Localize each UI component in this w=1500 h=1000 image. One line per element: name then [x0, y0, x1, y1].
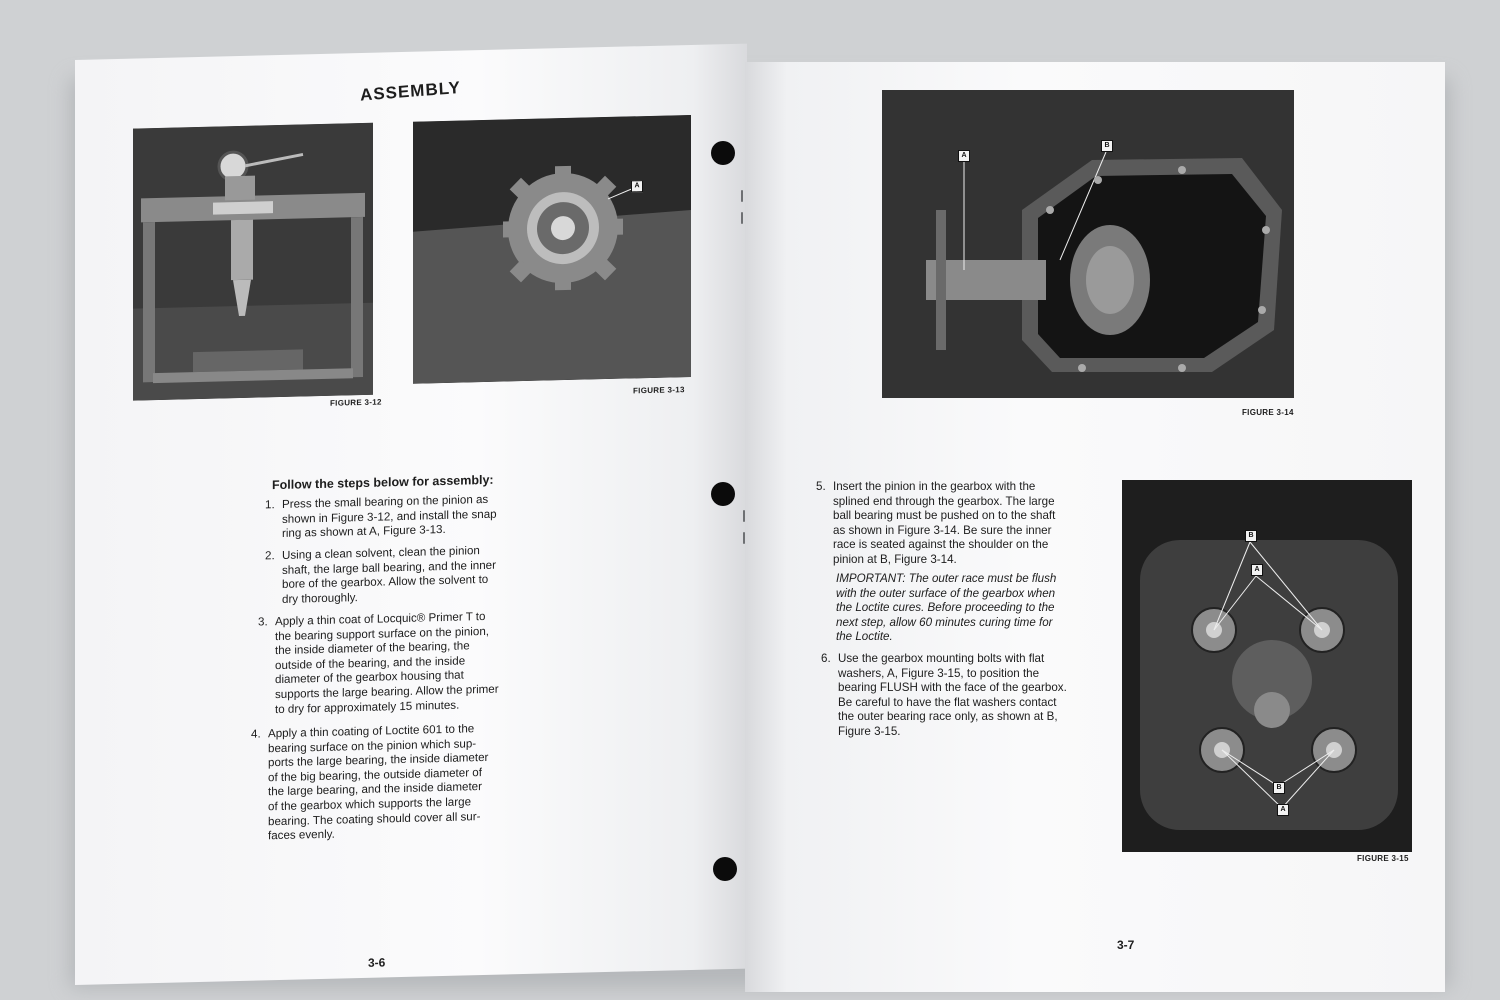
step-line: Press the small bearing on the pinion as: [282, 492, 489, 511]
right-page: [745, 62, 1445, 992]
steps-heading: Follow the steps below for assembly:: [272, 472, 494, 493]
page-number: 3-6: [368, 955, 386, 970]
step-line: bore of the gearbox. Allow the solvent to: [282, 573, 489, 592]
note-line: the Loctite cures. Before proceeding to the: [836, 601, 1055, 615]
step-line: Be careful to have the flat washers contact: [838, 695, 1057, 709]
figure-3-15-callout-a-top: A: [1251, 564, 1263, 576]
step-line: shown in Figure 3-12, and install the snap: [282, 507, 497, 526]
step-line: washers, A, Figure 3-15, to position the: [838, 666, 1040, 680]
step-line: of the gearbox which supports the large: [268, 795, 472, 814]
step-number: 2.: [265, 549, 275, 563]
step-number: 4.: [251, 727, 261, 741]
step-line: bearing FLUSH with the face of the gearbox.: [838, 681, 1067, 695]
figure-3-14-callout-a: A: [958, 150, 970, 162]
binding-hole: [711, 482, 735, 506]
step-line: pinion at B, Figure 3-14.: [833, 552, 957, 566]
important-note: [836, 572, 1056, 645]
step-2: [265, 544, 496, 608]
step-line: diameter of the gearbox housing that: [275, 668, 464, 687]
step-line: Using a clean solvent, clean the pinion: [282, 544, 480, 562]
figure-3-14-callout-b: B: [1101, 140, 1113, 152]
figure-3-15-caption: FIGURE 3-15: [1357, 854, 1409, 863]
figure-3-14-photo: [882, 90, 1294, 398]
step-3: [258, 609, 499, 718]
step-line: faces evenly.: [268, 827, 335, 843]
step-line: Insert the pinion in the gearbox with the: [833, 480, 1036, 493]
step-line: splined end through the gearbox. The large: [833, 494, 1055, 508]
step-number: 5.: [816, 480, 826, 493]
note-line: IMPORTANT: The outer race must be flush: [836, 572, 1057, 585]
step-line: ports the large bearing, the inside diameter: [268, 751, 489, 770]
step-line: supports the large bearing. Allow the primer: [275, 682, 499, 702]
binding-stitch: [741, 212, 743, 224]
gear-image: [413, 115, 691, 384]
step-5: [816, 480, 1056, 568]
page-number: 3-7: [1117, 938, 1135, 952]
figure-3-12-caption: FIGURE 3-12: [330, 397, 382, 408]
figure-3-13-caption: FIGURE 3-13: [633, 385, 685, 396]
figure-3-13-photo: [413, 115, 691, 384]
figure-3-15-callout-b-bottom: B: [1273, 782, 1285, 794]
binding-hole: [711, 141, 735, 165]
gearbox-image: [882, 90, 1294, 398]
figure-3-13-callout-a: A: [631, 180, 643, 192]
step-number: 3.: [258, 615, 268, 629]
figure-3-14-caption: FIGURE 3-14: [1242, 408, 1294, 417]
step-line: outside of the bearing, and the inside: [275, 654, 466, 672]
step-line: ring as shown at A, Figure 3-13.: [282, 523, 446, 541]
step-line: to dry for approximately 15 minutes.: [275, 698, 460, 716]
gearbox-face-image: [1122, 480, 1412, 852]
figure-3-12-photo: [133, 123, 373, 401]
step-line: shaft, the large ball bearing, and the inner: [282, 558, 496, 577]
step-line: Figure 3-15.: [838, 724, 901, 738]
left-page: [75, 44, 747, 985]
step-line: Apply a thin coating of Loctite 601 to the: [268, 722, 475, 741]
figure-3-15-callout-a-bottom: A: [1277, 804, 1289, 816]
press-image: [133, 123, 373, 401]
step-line: Apply a thin coat of Locquic® Primer T to: [275, 609, 486, 629]
note-line: next step, allow 60 minutes curing time for: [836, 615, 1053, 629]
binding-hole: [713, 857, 737, 881]
step-line: the bearing support surface on the pinion,: [275, 624, 489, 643]
step-6: [821, 652, 1067, 740]
page-title: ASSEMBLY: [359, 77, 462, 105]
step-number: 1.: [265, 498, 275, 512]
step-1: [265, 492, 497, 542]
step-4: [251, 722, 489, 844]
step-line: of the big bearing, the outside diameter of: [268, 765, 482, 785]
figure-3-15-photo: [1122, 480, 1412, 852]
step-line: Use the gearbox mounting bolts with flat: [838, 652, 1045, 665]
binding-stitch: [741, 190, 743, 202]
step-number: 6.: [821, 652, 831, 665]
step-line: the outer bearing race only, as shown at B,: [838, 710, 1058, 724]
step-line: the inside diameter of the bearing, the: [275, 639, 470, 658]
step-line: the large bearing, and the inside diameter: [268, 780, 482, 799]
note-line: the Loctite.: [836, 630, 893, 644]
step-line: bearing. The coating should cover all sur-: [268, 809, 481, 828]
step-line: bearing surface on the pinion which sup-: [268, 736, 477, 755]
step-line: ball bearing must be pushed on to the shaft: [833, 509, 1056, 523]
note-line: with the outer surface of the gearbox when: [836, 586, 1056, 600]
step-line: dry thoroughly.: [282, 590, 358, 606]
step-line: as shown in Figure 3-14. Be sure the inner: [833, 523, 1052, 537]
step-line: race is seated against the shoulder on the: [833, 538, 1049, 552]
figure-3-15-callout-b-top: B: [1245, 530, 1257, 542]
